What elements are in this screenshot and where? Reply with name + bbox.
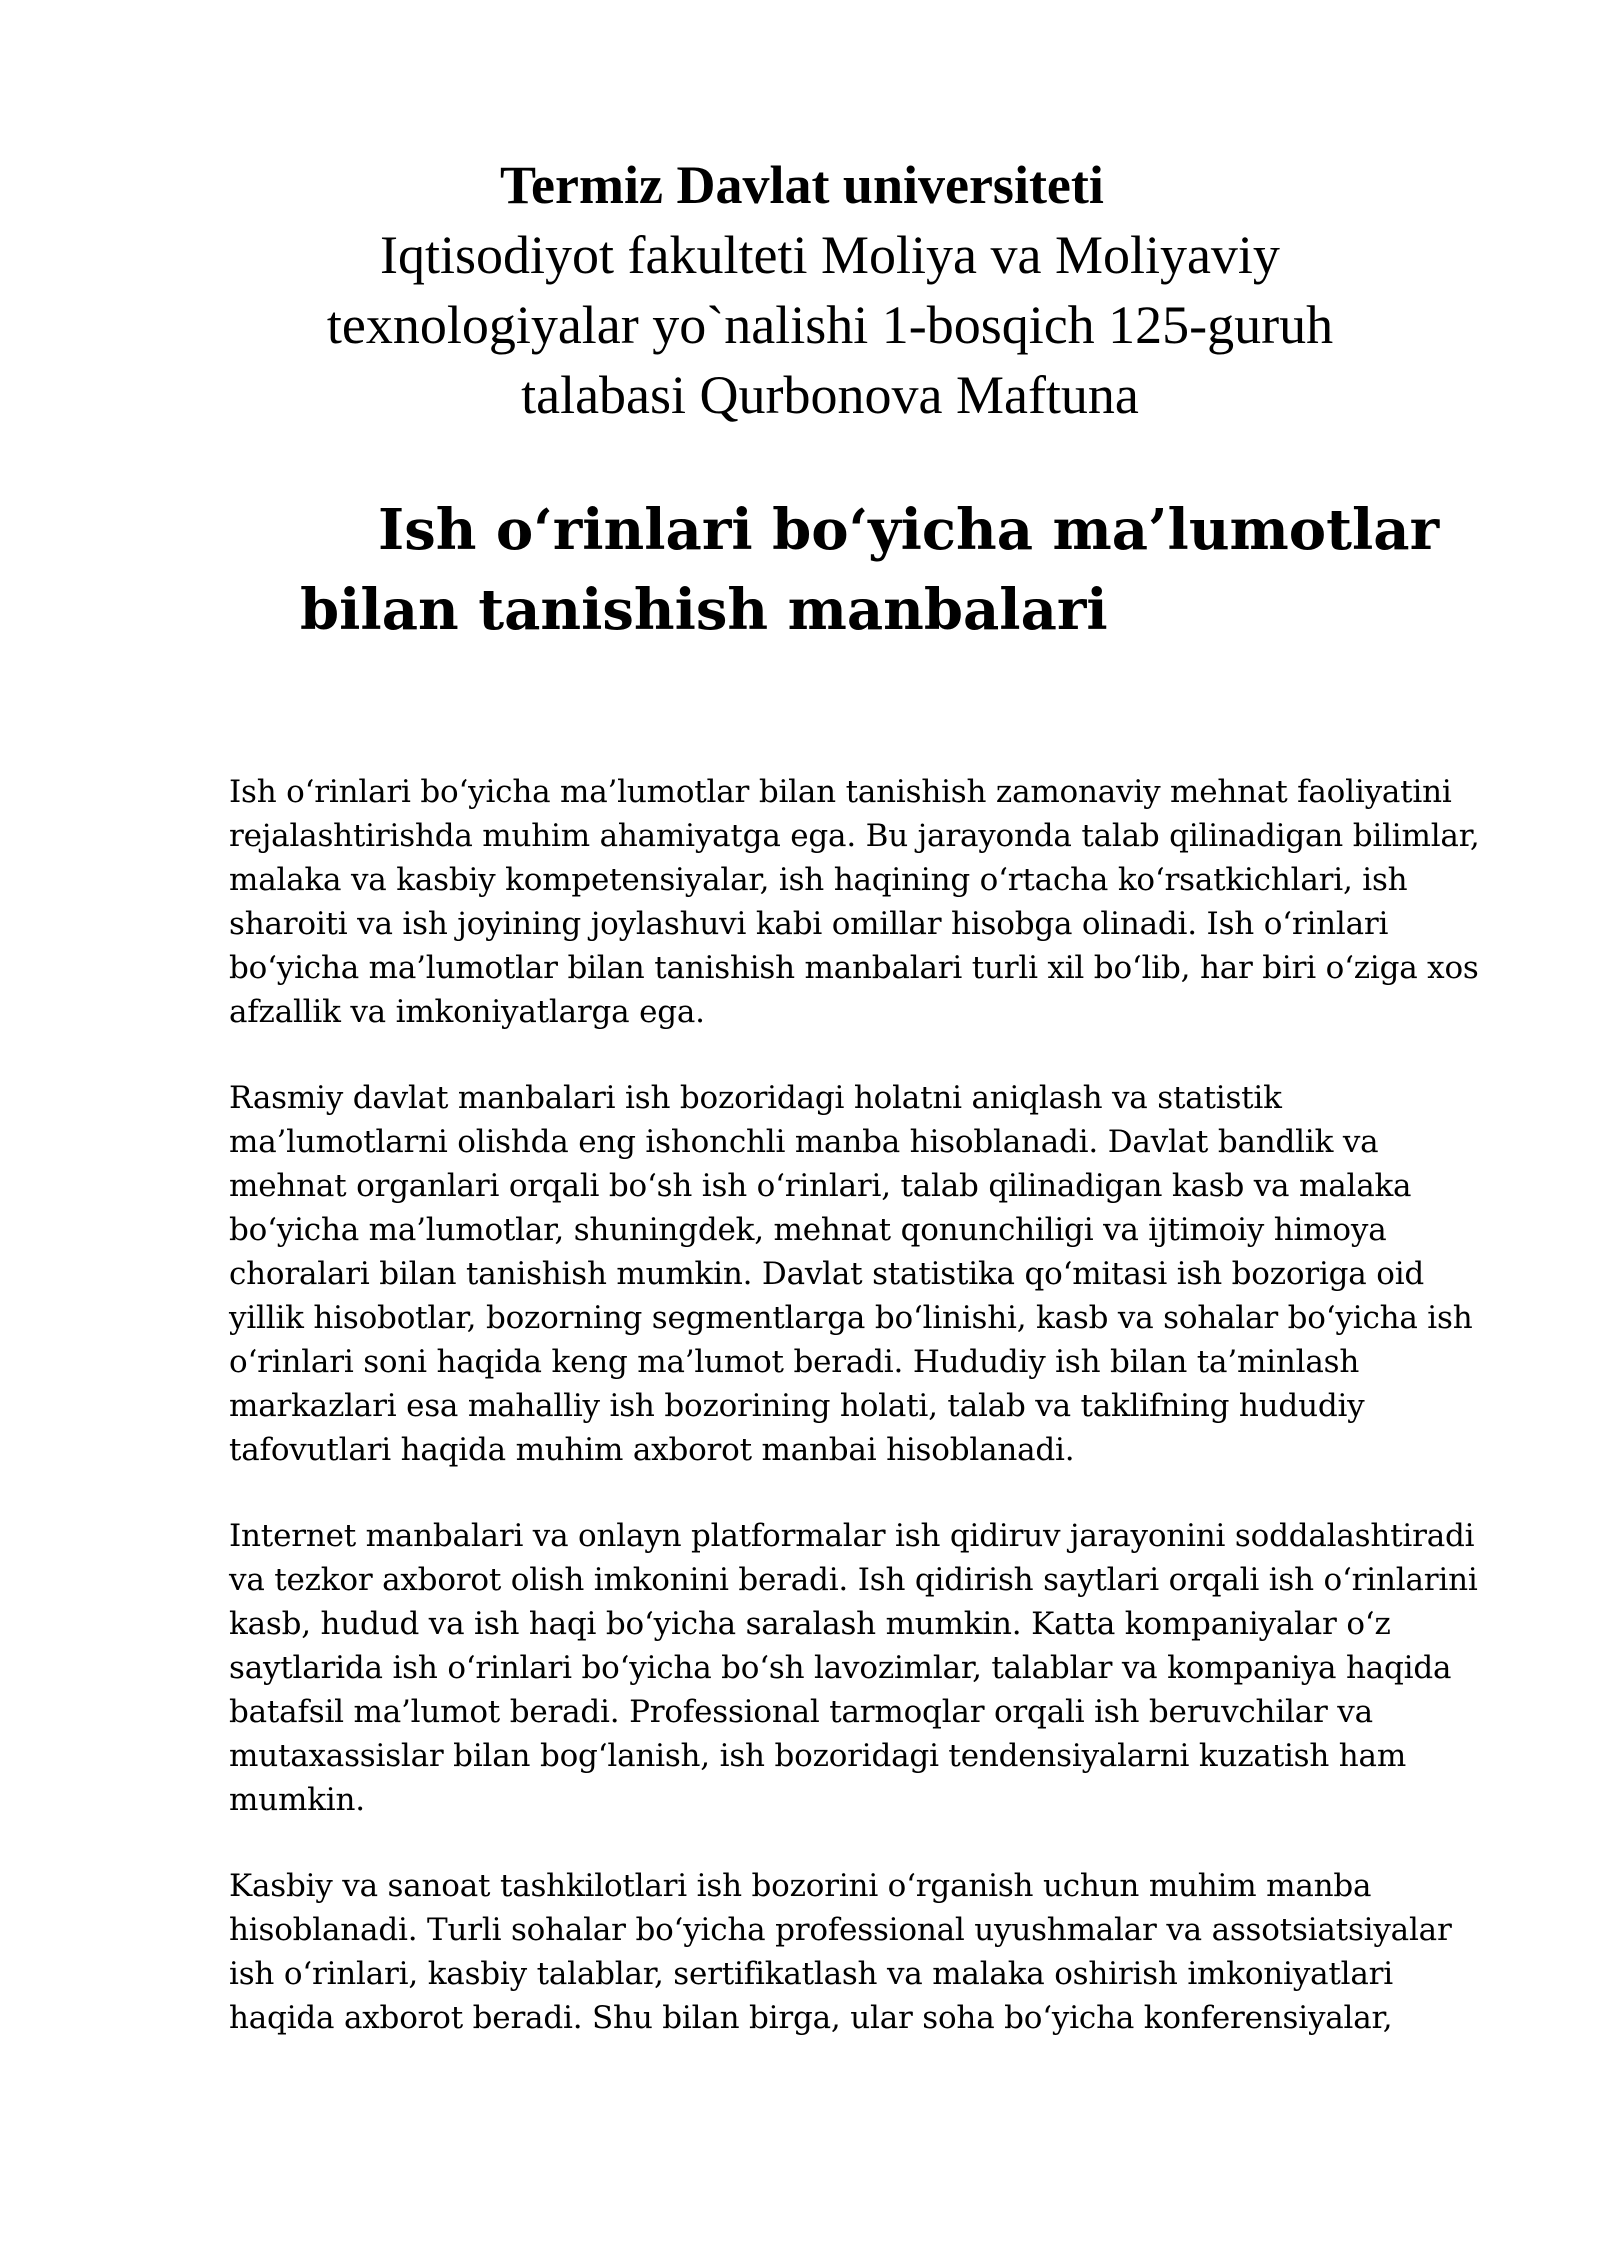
document-title-line: bilan tanishish manbalari (300, 577, 1108, 643)
text-line: kasb, hudud va ish haqi bo‘yicha saralash mumkin. Katta kompaniyalar o‘z (229, 1606, 1391, 1642)
text-line: o‘rinlari soni haqida keng ma’lumot beradi. Hududiy ish bilan ta’minlash (229, 1344, 1360, 1380)
text-line: batafsil ma’lumot beradi. Professional tarmoqlar orqali ish beruvchilar va (229, 1694, 1373, 1730)
text-line: afzallik va imkoniyatlarga ega. (229, 994, 705, 1030)
text-line: hisoblanadi. Turli sohalar bo‘yicha professional uyushmalar va assotsiatsiyalar (229, 1912, 1452, 1948)
text-line: Ish o‘rinlari bo‘yicha ma’lumotlar bilan tanishish zamonaviy mehnat faoliyatini (229, 774, 1452, 810)
student-info-line: talabasi Qurbonova Maftuna (521, 365, 1139, 425)
text-line: malaka va kasbiy kompetensiyalar, ish haqining o‘rtacha ko‘rsatkichlari, ish (229, 862, 1408, 898)
text-line: bo‘yicha ma’lumotlar, shuningdek, mehnat qonunchiligi va ijtimoiy himoya (229, 1212, 1387, 1248)
text-line: mutaxassislar bilan bog‘lanish, ish bozoridagi tendensiyalarni kuzatish ham (229, 1738, 1407, 1774)
text-line: ma’lumotlarni olishda eng ishonchli manba hisoblanadi. Davlat bandlik va (229, 1124, 1379, 1160)
text-line: mumkin. (229, 1782, 365, 1818)
paragraph (229, 770, 1491, 1034)
document-title (300, 490, 1439, 650)
paragraph (229, 1514, 1491, 1822)
student-info-line: Iqtisodiyot fakulteti Moliya va Moliyaviy (380, 225, 1280, 285)
document-body (229, 770, 1491, 2082)
text-line: yillik hisobotlar, bozorning segmentlarga bo‘linishi, kasb va sohalar bo‘yicha ish (229, 1300, 1473, 1336)
text-line: sharoiti va ish joyining joylashuvi kabi omillar hisobga olinadi. Ish o‘rinlari (229, 906, 1389, 942)
paragraph (229, 1864, 1491, 2040)
document-title-line: Ish o‘rinlari bo‘yicha ma’lumotlar (378, 497, 1440, 563)
university-name: Termiz Davlat universiteti (500, 155, 1104, 215)
text-line: bo‘yicha ma’lumotlar bilan tanishish manbalari turli xil bo‘lib, har biri o‘ziga xos (229, 950, 1479, 986)
text-line: saytlarida ish o‘rinlari bo‘yicha bo‘sh lavozimlar, talablar va kompaniya haqida (229, 1650, 1452, 1686)
text-line: choralari bilan tanishish mumkin. Davlat statistika qo‘mitasi ish bozoriga oid (229, 1256, 1425, 1292)
text-line: Internet manbalari va onlayn platformalar ish qidiruv jarayonini soddalashtiradi (229, 1518, 1475, 1554)
text-line: Rasmiy davlat manbalari ish bozoridagi holatni aniqlash va statistik (229, 1080, 1282, 1116)
text-line: va tezkor axborot olish imkonini beradi. Ish qidirish saytlari orqali ish o‘rinlarini (229, 1562, 1478, 1598)
text-line: mehnat organlari orqali bo‘sh ish o‘rinlari, talab qilinadigan kasb va malaka (229, 1168, 1412, 1204)
text-line: tafovutlari haqida muhim axborot manbai hisoblanadi. (229, 1432, 1075, 1468)
text-line: haqida axborot beradi. Shu bilan birga, ular soha bo‘yicha konferensiyalar, (229, 2000, 1393, 2036)
text-line: ish o‘rinlari, kasbiy talablar, sertifikatlash va malaka oshirish imkoniyatlari (229, 1956, 1393, 1992)
text-line: rejalashtirishda muhim ahamiyatga ega. Bu jarayonda talab qilinadigan bilimlar, (229, 818, 1480, 854)
paragraph (229, 1076, 1491, 1472)
text-line: markazlari esa mahalliy ish bozorining holati, talab va taklifning hududiy (229, 1388, 1365, 1424)
text-line: Kasbiy va sanoat tashkilotlari ish bozorini o‘rganish uchun muhim manba (229, 1868, 1372, 1904)
student-info-line: texnologiyalar yo`nalishi 1-bosqich 125-guruh (326, 295, 1334, 355)
student-info (230, 220, 1430, 430)
